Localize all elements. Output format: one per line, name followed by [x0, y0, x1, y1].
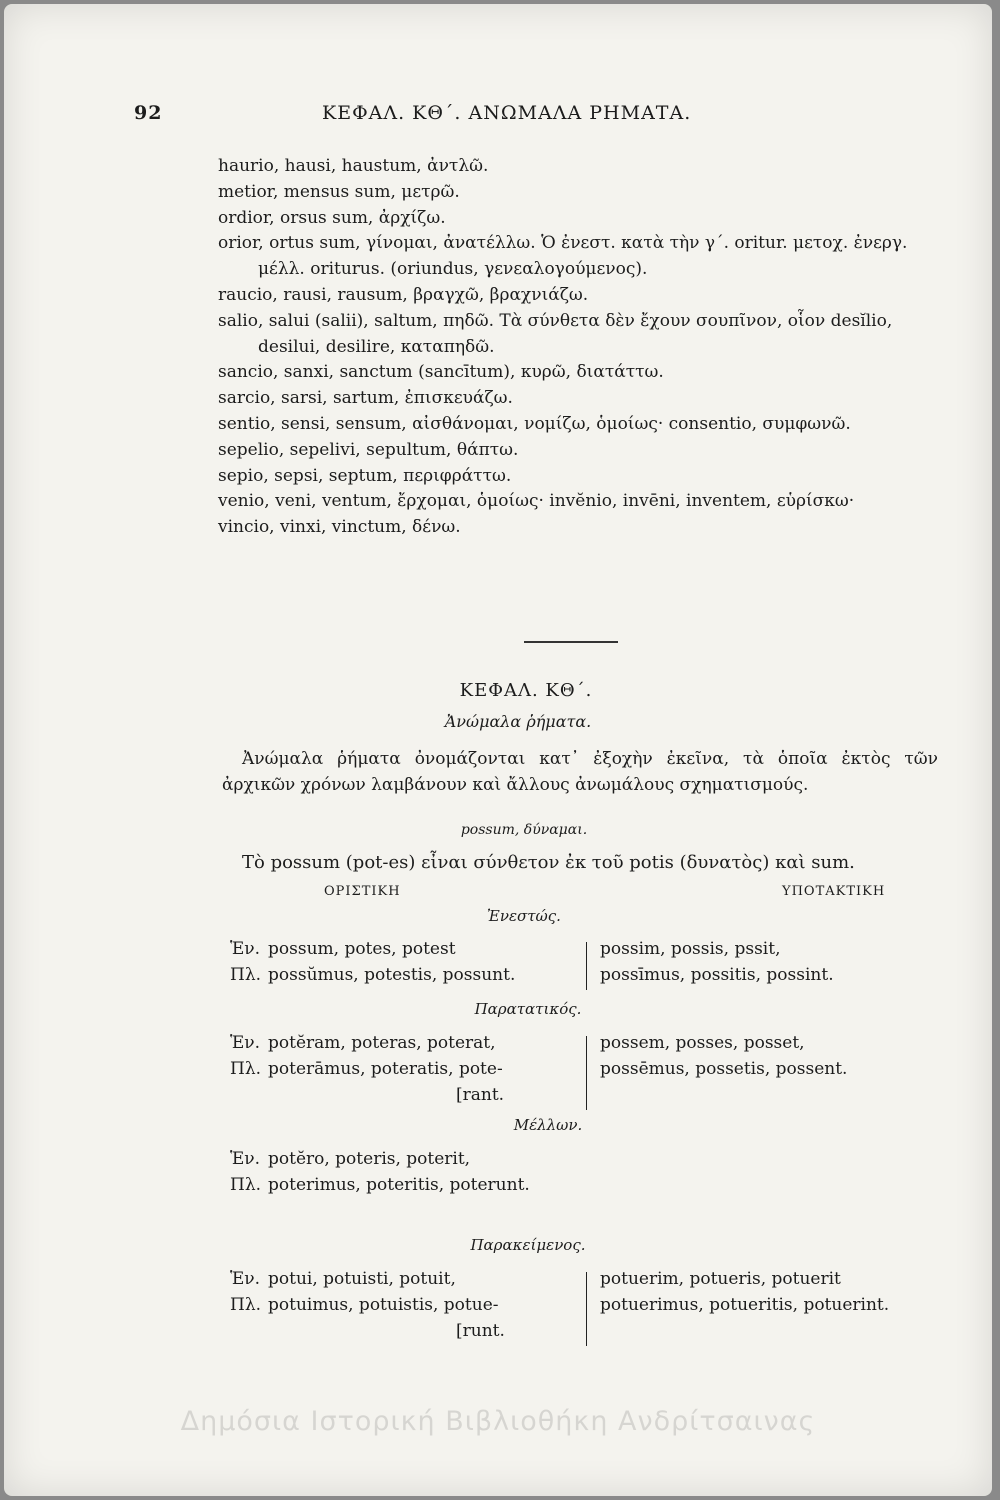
verb-entry: sepio, sepsi, septum, περιφράττω.: [218, 465, 512, 486]
perfect-continuation-row: [230, 1318, 950, 1344]
verb-entry: vincio, vinxi, vinctum, δένω.: [218, 517, 461, 538]
subjunctive-heading: ΥΠΟΤΑΚΤΙΚΗ: [782, 884, 886, 899]
chapter-subtitle: Ἀνώμαλα ῥήματα.: [444, 712, 592, 731]
imperfect-singular-row: [230, 1030, 950, 1056]
future-conjugation: [230, 1146, 950, 1198]
plural-label: Πλ.: [230, 1059, 262, 1079]
perfect-plural-row: [230, 1292, 950, 1318]
subjunctive-singular: possem, posses, posset,: [600, 1033, 805, 1053]
header-title: ΚΕΦΑΛ. ΚΘ΄. ΑΝΩΜΑΛΑ ΡΗΜΑΤΑ.: [322, 102, 692, 124]
verb-entry: metior, mensus sum, μετρῶ.: [218, 181, 460, 202]
plural-label: Πλ.: [230, 965, 262, 985]
tense-future-heading: Μέλλων.: [513, 1116, 583, 1134]
verb-entry: sentio, sensi, sensum, αἰσθάνομαι, νομίζω, ὁμοίως· consentio, συμφωνῶ.: [218, 413, 851, 434]
tense-imperfect-heading: Παρατατικός.: [474, 1000, 582, 1018]
subjunctive-singular: potuerim, potueris, potuerit: [600, 1269, 841, 1289]
verb-entry: salio, salui (salii), saltum, πηδῶ. Τὰ σύνθετα δὲν ἔχουν σουπῖνον, οἷον desĭlio, desilui, desilire, καταπηδῶ.: [218, 310, 893, 357]
indicative-plural: potuimus, potuistis, potue-: [268, 1295, 499, 1315]
plural-label: Πλ.: [230, 1295, 262, 1315]
future-plural-row: [230, 1172, 950, 1198]
tense-perfect-heading: Παρακείμενος.: [470, 1236, 586, 1254]
singular-label: Ἑν.: [230, 1149, 261, 1169]
plural-label: Πλ.: [230, 1175, 262, 1195]
verb-entry: sancio, sanxi, sanctum (sancītum), κυρῶ, διατάττω.: [218, 362, 664, 383]
indicative-continuation: [rant.: [456, 1085, 505, 1105]
indicative-plural: poterāmus, poteratis, pote-: [268, 1059, 503, 1079]
imperfect-plural-row: [230, 1056, 950, 1082]
subjunctive-singular: possim, possis, pssit,: [600, 939, 781, 959]
verb-list: [218, 154, 948, 541]
possum-heading: possum, δύναμαι.: [460, 822, 588, 838]
indicative-singular: potui, potuisti, potuit,: [268, 1269, 456, 1289]
singular-label: Ἑν.: [230, 1269, 261, 1289]
verb-entry: raucio, rausi, rausum, βραγχῶ, βραχνιάζω.: [218, 284, 589, 305]
verb-entry: sarcio, sarsi, sartum, ἐπισκευάζω.: [218, 388, 513, 409]
imperfect-continuation-row: [230, 1082, 950, 1108]
verb-entry: ordior, orsus sum, ἀρχίζω.: [218, 207, 446, 228]
section-divider: [524, 641, 618, 643]
page-number: 92: [134, 102, 163, 124]
present-conjugation: [230, 936, 950, 988]
book-page: [4, 4, 992, 1496]
indicative-plural: possŭmus, potestis, possunt.: [268, 965, 516, 985]
verb-entry: sepelio, sepelivi, sepultum, θάπτω.: [218, 439, 519, 460]
future-singular-row: [230, 1146, 950, 1172]
indicative-singular: possum, potes, potest: [268, 939, 456, 959]
indicative-singular: potĕro, poteris, poterit,: [268, 1149, 471, 1169]
subjunctive-plural: possīmus, possitis, possint.: [600, 965, 834, 985]
indicative-heading: ΟΡΙΣΤΙΚΗ: [324, 884, 401, 899]
singular-label: Ἑν.: [230, 939, 261, 959]
singular-label: Ἑν.: [230, 1033, 261, 1053]
library-watermark: Δημόσια Ιστορική Βιβλιοθήκη Ανδρίτσαινας: [180, 1406, 816, 1437]
indicative-continuation: [runt.: [456, 1321, 505, 1341]
chapter-title: ΚΕΦΑΛ. ΚΘ΄.: [459, 680, 593, 701]
subjunctive-plural: possēmus, possetis, possent.: [600, 1059, 848, 1079]
indicative-plural: poterimus, poteritis, poterunt.: [268, 1175, 530, 1195]
tense-present-heading: Ἐνεστώς.: [487, 907, 561, 925]
present-singular-row: [230, 936, 950, 962]
perfect-conjugation: [230, 1266, 950, 1344]
subjunctive-plural: potuerimus, potueritis, potuerint.: [600, 1295, 890, 1315]
present-plural-row: [230, 962, 950, 988]
indicative-singular: potĕram, poteras, poterat,: [268, 1033, 496, 1053]
imperfect-conjugation: [230, 1030, 950, 1108]
possum-explanation: Τὸ possum (pot-es) εἶναι σύνθετον ἐκ τοῦ potis (δυνατὸς) καὶ sum.: [242, 852, 855, 873]
verb-entry: venio, veni, ventum, ἔρχομαι, ὁμοίως· invĕnio, invēni, inventem, εὑρίσκω·: [218, 491, 855, 512]
verb-entry: orior, ortus sum, γίνομαι, ἀνατέλλω. Ὁ ἐνεστ. κατὰ τὴν γ΄. oritur. μετοχ. ἐνεργ. μέλλ. oriturus. (oriundus, γενεαλογούμενος).: [218, 233, 908, 280]
perfect-singular-row: [230, 1266, 950, 1292]
verb-entry: haurio, hausi, haustum, ἀντλῶ.: [218, 156, 489, 176]
chapter-intro: Ἀνώμαλα ῥήματα ὀνομάζονται κατ᾽ ἐξοχὴν ἐκεῖνα, τὰ ὁποῖα ἐκτὸς τῶν ἀρχικῶν χρόνων λαμβάνουν καὶ ἄλλους ἀνωμάλους σχηματισμούς.: [222, 749, 938, 795]
